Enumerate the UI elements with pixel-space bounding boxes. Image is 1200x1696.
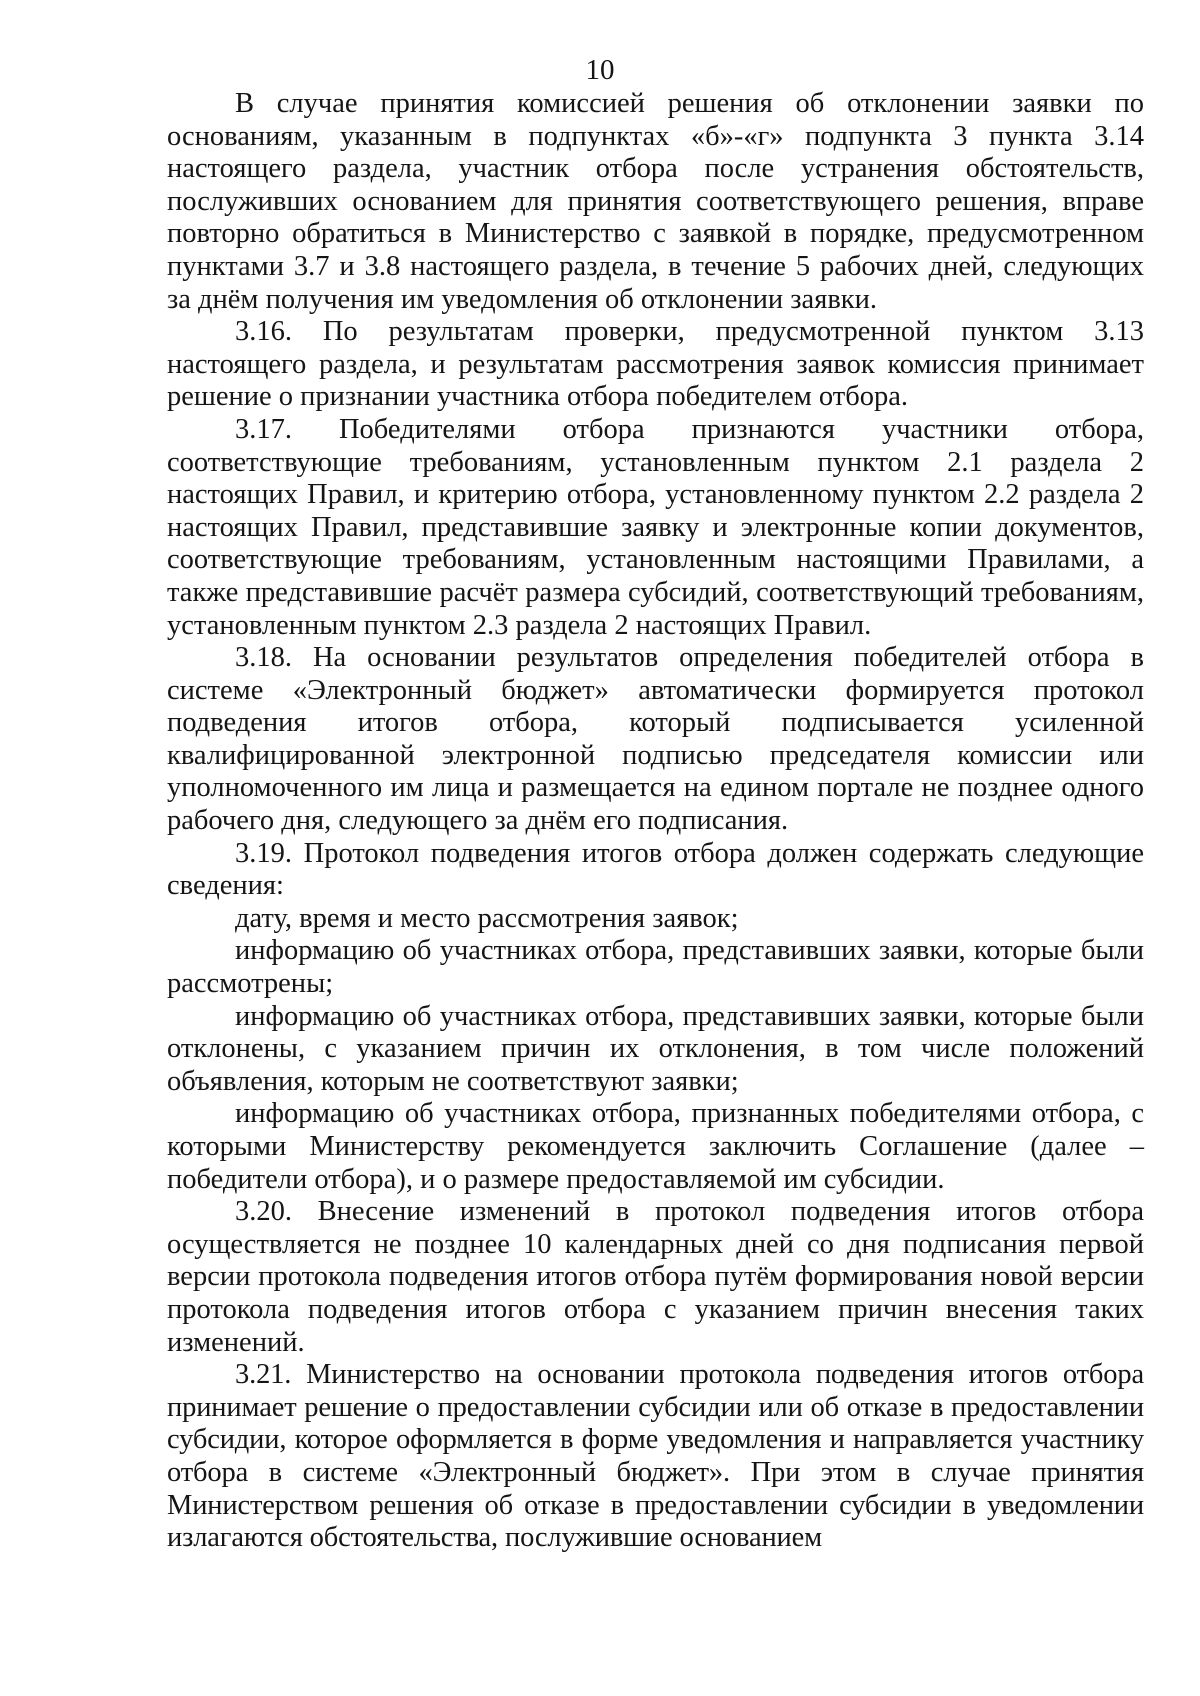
list-item-date-time-place: дату, время и место рассмотрения заявок; xyxy=(235,902,739,934)
document-body xyxy=(167,88,1144,1555)
paragraph-3-19: 3.19. Протокол подведения итогов отбора должен содержать следующие сведения: xyxy=(167,837,1144,902)
paragraph-3-16: 3.16. По результатам проверки, предусмотренной пунктом 3.13 настоящего раздела, и результатам рассмотрения заявок комиссия принимает решение о признании участника отбора победителем отбора. xyxy=(167,316,1144,413)
paragraph-3-18: 3.18. На основании результатов определения победителей отбора в системе «Электронный бюджет» автоматически формируется протокол подведения итогов отбора, который подписывается усиленной квалифицированной электронной подписью председателя комиссии или уполномоченного им лица и размещается на едином портале не позднее одного рабочего дня, следующего за днём его подписания. xyxy=(167,642,1144,837)
paragraph-3-20: 3.20. Внесение изменений в протокол подведения итогов отбора осуществляется не позднее 10 календарных дней со дня подписания первой версии протокола подведения итогов отбора путём формирования новой версии протокола подведения итогов отбора с указанием причин внесения таких изменений. xyxy=(167,1196,1144,1358)
list-item-winners: информацию об участниках отбора, признанных победителями отбора, с которыми Министерству рекомендуется заключить Соглашение (далее – победители отбора), и о размере предоставляемой им субсидии. xyxy=(167,1098,1144,1195)
list-item-considered-applications: информацию об участниках отбора, представивших заявки, которые были рассмотрены; xyxy=(167,935,1144,1000)
list-item-rejected-applications: информацию об участниках отбора, представивших заявки, которые были отклонены, с указанием причин их отклонения, в том числе положений объявления, которым не соответствуют заявки; xyxy=(167,1000,1144,1097)
paragraph-3-17: 3.17. Победителями отбора признаются участники отбора, соответствующие требованиям, установленным пунктом 2.1 раздела 2 настоящих Правил, и критерию отбора, установленному пунктом 2.2 раздела 2 настоящих Правил, представившие заявку и электронные копии документов, соответствующие требованиям, установленным настоящими Правилами, а также представившие расчёт размера субсидий, соответствующий требованиям, установленным пунктом 2.3 раздела 2 настоящих Правил. xyxy=(167,413,1144,641)
page-number: 10 xyxy=(585,54,615,86)
paragraph-3-21: 3.21. Министерство на основании протокола подведения итогов отбора принимает решение о предоставлении субсидии или об отказе в предоставлении субсидии, которое оформляется в форме уведомления и направляется участнику отбора в системе «Электронный бюджет». При этом в случае принятия Министерством решения об отказе в предоставлении субсидии в уведомлении излагаются обстоятельства, послужившие основанием xyxy=(167,1359,1144,1554)
paragraph-3-15-continuation: В случае принятия комиссией решения об отклонении заявки по основаниям, указанным в подпунктах «б»-«г» подпункта 3 пункта 3.14 настоящего раздела, участник отбора после устранения обстоятельств, послуживших основанием для принятия соответствующего решения, вправе повторно обратиться в Министерство с заявкой в порядке, предусмотренном пунктами 3.7 и 3.8 настоящего раздела, в течение 5 рабочих дней, следующих за днём получения им уведомления об отклонении заявки. xyxy=(167,88,1144,315)
